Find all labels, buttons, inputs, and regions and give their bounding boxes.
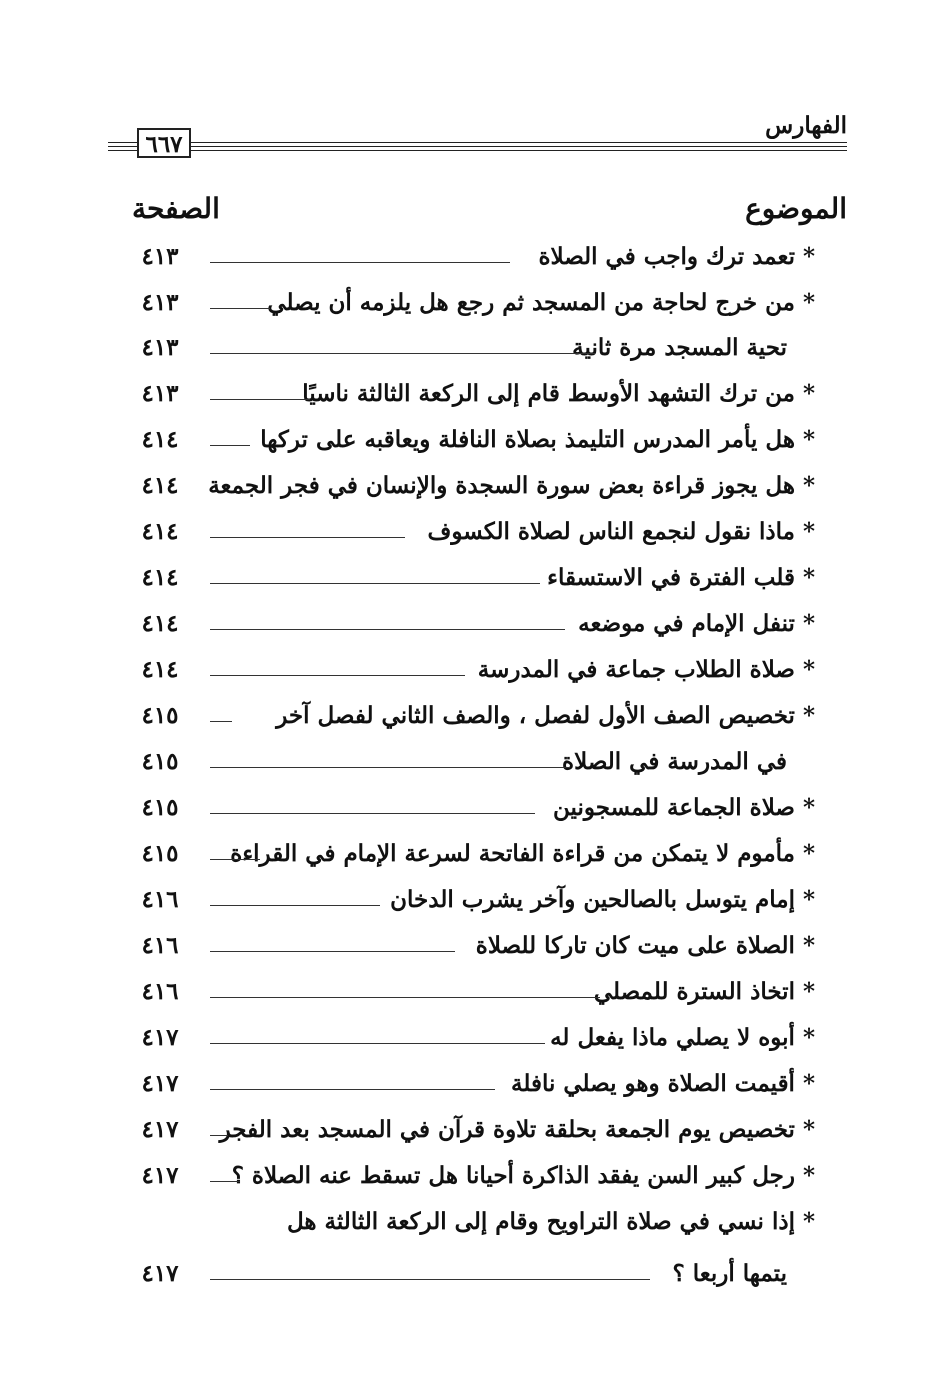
dot-leader — [210, 767, 570, 768]
entry-text: * تعمد ترك واجب في الصلاة — [538, 243, 815, 270]
entry-text: * هل يأمر المدرس التليمذ بصلاة النافلة ويعاقبه على تركها — [260, 426, 815, 453]
entry-page: ٤١٤ — [141, 426, 179, 453]
entry-text: * الصلاة على ميت كان تاركا للصلاة — [475, 932, 815, 959]
entry-page: ٤١٧ — [141, 1070, 179, 1097]
entry-text: * تنفل الإمام في موضعه — [578, 610, 815, 637]
entry-page: ٤١٦ — [141, 932, 179, 959]
entry-text: تحية المسجد مرة ثانية — [572, 334, 787, 361]
entry-text: * أبوه لا يصلي ماذا يفعل له — [550, 1024, 815, 1051]
entry-text: * قلب الفترة في الاستسقاء — [547, 564, 815, 591]
dot-leader — [210, 951, 455, 952]
entry-text: * تخصيص يوم الجمعة بحلقة تلاوة قرآن في المسجد بعد الفجر — [219, 1116, 815, 1143]
header-title: الفهارس — [765, 112, 847, 139]
entry-text: * هل يجوز قراءة بعض سورة السجدة والإنسان في فجر الجمعة — [208, 472, 815, 499]
entry-page: ٤١٣ — [141, 289, 179, 316]
entry-page: ٤١٦ — [141, 978, 179, 1005]
dot-leader — [210, 537, 405, 538]
dot-leader — [210, 629, 565, 630]
dot-leader — [210, 1043, 545, 1044]
entry-text: * إذا نسي في صلاة التراويح وقام إلى الركعة الثالثة هل — [286, 1208, 815, 1235]
dot-leader — [210, 353, 595, 354]
entry-text: * إمام يتوسل بالصالحين وآخر يشرب الدخان — [390, 886, 815, 913]
entry-page: ٤١٣ — [141, 380, 179, 407]
entry-page: ٤١٧ — [141, 1260, 179, 1287]
entry-text: * صلاة الجماعة للمسجونين — [553, 794, 815, 821]
entry-text: * صلاة الطلاب جماعة في المدرسة — [477, 656, 815, 683]
topic-column-heading: الموضوع — [745, 192, 847, 225]
entry-text: في المدرسة في الصلاة — [562, 748, 787, 775]
entry-page: ٤١٣ — [141, 243, 179, 270]
dot-leader — [210, 399, 310, 400]
entry-page: ٤١٤ — [141, 472, 179, 499]
entry-text: يتمها أربعا ؟ — [672, 1260, 787, 1287]
entry-page: ٤١٤ — [141, 656, 179, 683]
entry-page: ٤١٥ — [141, 794, 179, 821]
entry-page: ٤١٥ — [141, 748, 179, 775]
entry-page: ٤١٣ — [141, 334, 179, 361]
dot-leader — [210, 308, 270, 309]
entry-page: ٤١٦ — [141, 886, 179, 913]
entry-page: ٤١٧ — [141, 1116, 179, 1143]
header-rule-middle — [108, 146, 847, 147]
entry-text: * من خرج لحاجة من المسجد ثم رجع هل يلزمه أن يصلي — [267, 289, 815, 316]
entry-text: * ماذا نقول لنجمع الناس لصلاة الكسوف — [427, 518, 815, 545]
entry-text: * تخصيص الصف الأول لفصل ، والصف الثاني لفصل آخر — [276, 702, 815, 729]
dot-leader — [210, 859, 260, 860]
header-rule-top — [108, 142, 847, 143]
dot-leader — [210, 1279, 650, 1280]
entry-page: ٤١٤ — [141, 564, 179, 591]
dot-leader — [210, 675, 465, 676]
entry-text: * أقيمت الصلاة وهو يصلي نافلة — [511, 1070, 815, 1097]
dot-leader — [210, 583, 540, 584]
dot-leader — [210, 262, 510, 263]
dot-leader — [210, 1089, 495, 1090]
entry-page: ٤١٥ — [141, 840, 179, 867]
dot-leader — [210, 1135, 228, 1136]
entry-page: ٤١٧ — [141, 1024, 179, 1051]
entry-text: * من ترك التشهد الأوسط قام إلى الركعة الثالثة ناسيًا — [302, 380, 815, 407]
dot-leader — [210, 721, 232, 722]
entry-text: * رجل كبير السن يفقد الذاكرة أحيانا هل تسقط عنه الصلاة ؟ — [231, 1162, 815, 1189]
entry-page: ٤١٤ — [141, 518, 179, 545]
entry-page: ٤١٥ — [141, 702, 179, 729]
page-number-box — [137, 128, 191, 158]
entry-page: ٤١٤ — [141, 610, 179, 637]
dot-leader — [210, 813, 535, 814]
entry-page: ٤١٧ — [141, 1162, 179, 1189]
dot-leader — [210, 1181, 240, 1182]
dot-leader — [210, 997, 600, 998]
dot-leader — [210, 905, 380, 906]
dot-leader — [210, 445, 250, 446]
page-column-heading: الصفحة — [132, 192, 220, 225]
entry-text: * مأموم لا يتمكن من قراءة الفاتحة لسرعة الإمام في القراءة — [230, 840, 815, 867]
entry-text: * اتخاذ السترة للمصلي — [593, 978, 815, 1005]
header-rule-bottom — [108, 150, 847, 151]
page-number: ٦٦٧ — [145, 131, 183, 158]
